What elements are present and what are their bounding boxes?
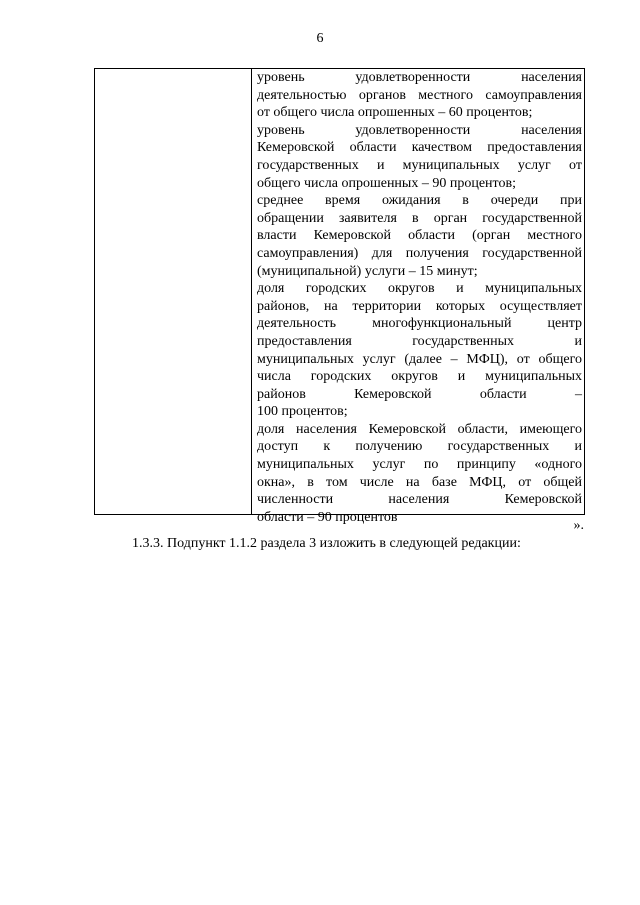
text-line: числа городских округов и муниципальных [257,369,582,385]
text-line: уровень удовлетворенности населения [257,70,582,85]
indicator-paragraph [257,122,582,192]
indicator-paragraph [257,69,582,122]
text-line: районов Кемеровской области – [257,386,582,402]
text-line: доля городских округов и муниципальных [257,281,582,297]
text-line: доступ к получению государственных и [257,439,582,455]
page-number: 6 [316,31,324,46]
indicators-table [94,68,585,525]
text-line: доля населения Кемеровской области, имеющего [257,421,582,437]
text-line: районов, на территории которых осуществляет [257,298,582,314]
text-line: среднее время ожидания в очереди при [257,193,582,209]
amendment-paragraph: 1.3.3. Подпункт 1.1.2 раздела 3 изложить в следующей редакции: [132,536,521,551]
text-line: общего числа опрошенных – 90 процентов; [257,175,516,191]
indicator-paragraph [257,192,582,280]
text-line: муниципальных услуг (далее – МФЦ), от общего [257,351,582,367]
text-line: муниципальных услуг по принципу «одного [257,457,582,473]
text-line: предоставления государственных и [257,333,582,349]
indicator-paragraph [257,280,582,421]
text-line: деятельность многофункциональный центр [257,316,582,332]
text-line: государственных и муниципальных услуг от [257,157,582,173]
indicator-paragraph [257,421,582,527]
text-line: от общего числа опрошенных – 60 процентов; [257,105,533,121]
text-line: (муниципальной) услуги – 15 минут; [257,263,478,279]
text-line: власти Кемеровской области (орган местного [257,228,582,244]
text-line: окна», в том числе на базе МФЦ, от общей [257,474,582,490]
text-line: уровень удовлетворенности населения [257,122,582,138]
closing-quote: ». [573,518,584,533]
text-line: обращении заявителя в орган государственной [257,210,582,226]
text-line: области – 90 процентов [257,509,398,525]
text-line: самоуправления) для получения государственной [257,245,582,261]
text-line: 100 процентов; [257,404,348,420]
text-line: Кемеровской области качеством предоставления [257,140,582,156]
table-right-cell [252,69,584,525]
text-line: численности населения Кемеровской [257,492,582,508]
text-line: деятельностью органов местного самоуправления [257,87,582,103]
table-left-cell [95,69,252,514]
